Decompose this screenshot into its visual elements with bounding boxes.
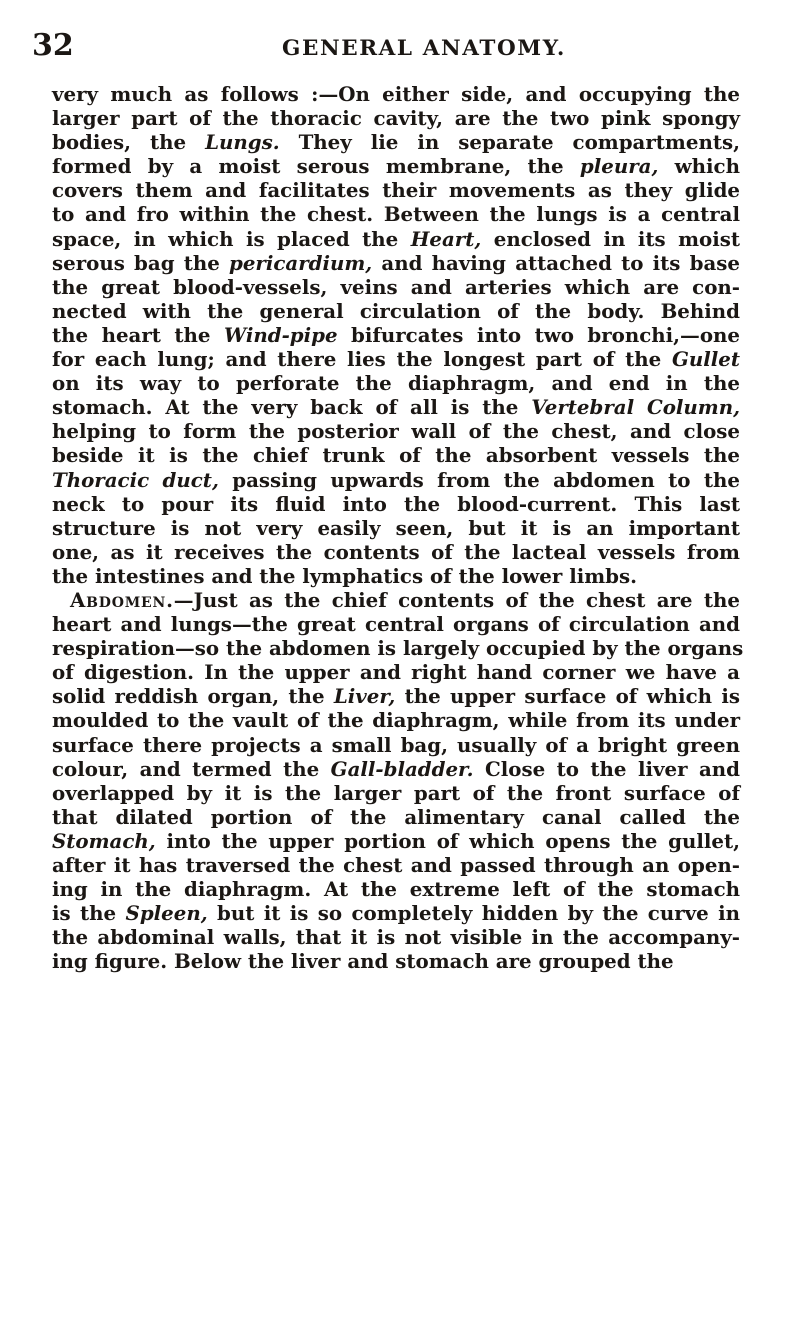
text-line xyxy=(52,829,740,853)
text-segment: moulded to the vault of the diaphragm, while from its under xyxy=(52,708,740,733)
text-line xyxy=(52,660,740,684)
section-heading: Abdomen. xyxy=(70,587,174,612)
text-line xyxy=(52,612,740,636)
text-segment: into the upper portion of which opens the gullet, xyxy=(155,828,740,853)
page-header xyxy=(30,26,740,70)
text-segment: the intestines and the lymphatics of the lower limbs. xyxy=(52,563,638,588)
text-segment: space, in which is placed the xyxy=(52,226,411,251)
text-line xyxy=(52,757,740,781)
text-line xyxy=(52,636,744,661)
text-line xyxy=(52,251,740,275)
text-segment: very much as follows :—On either side, and occupying the xyxy=(52,82,740,106)
text-line xyxy=(52,154,740,178)
italic-term: pericardium, xyxy=(229,250,373,275)
text-line xyxy=(52,323,740,347)
italic-term: Gullet xyxy=(671,347,740,372)
text-segment: for each lung; and there lies the longest part of the xyxy=(52,347,672,372)
text-segment: larger part of the thoracic cavity, are the two pink spongy xyxy=(52,106,740,131)
text-line xyxy=(52,443,740,467)
italic-term: Liver, xyxy=(333,684,396,709)
text-segment: helping to form the posterior wall of the chest, and close xyxy=(52,419,740,444)
text-line xyxy=(52,130,740,154)
italic-term: Spleen, xyxy=(125,901,208,926)
text-segment: heart and lungs—the great central organs of circulation and xyxy=(52,612,740,637)
text-line xyxy=(52,419,740,443)
text-line xyxy=(52,949,740,973)
text-segment: to and fro within the chest. Between the lungs is a central xyxy=(52,202,740,227)
text-segment: ing figure. Below the liver and stomach are grouped the xyxy=(52,949,674,974)
text-segment: stomach. At the very back of all is the xyxy=(52,395,532,420)
text-line xyxy=(52,564,740,588)
text-segment: Close to the liver and xyxy=(473,756,741,781)
italic-term: Gall-bladder. xyxy=(330,756,474,781)
text-line xyxy=(52,371,740,395)
text-line xyxy=(52,106,740,130)
text-segment: formed by a moist serous membrane, the xyxy=(52,154,580,179)
page-number: 32 xyxy=(32,28,74,63)
text-line xyxy=(52,347,740,371)
text-line xyxy=(52,684,740,708)
text-line xyxy=(52,468,740,492)
text-segment: serous bag the xyxy=(52,250,229,275)
text-segment: one, as it receives the contents of the lacteal vessels from xyxy=(52,539,740,564)
text-segment: of digestion. In the upper and right hand corner we have a xyxy=(52,660,740,685)
text-segment: ing in the diaphragm. At the extreme left of the stomach xyxy=(52,877,740,902)
text-segment: enclosed in its moist xyxy=(481,226,740,251)
running-title: GENERAL ANATOMY. xyxy=(282,36,566,61)
text-segment: nected with the general circulation of the body. Behind xyxy=(52,298,740,323)
text-segment: but it is so completely hidden by the curve in xyxy=(207,901,741,926)
italic-term: Thoracic duct, xyxy=(52,467,219,492)
italic-term: Stomach, xyxy=(52,828,156,853)
text-segment: on its way to perforate the diaphragm, and end in the xyxy=(52,371,740,396)
text-line xyxy=(52,781,740,805)
text-segment: the upper surface of which is xyxy=(395,684,740,709)
text-line xyxy=(52,299,740,323)
text-segment: They lie in separate compartments, xyxy=(279,130,740,155)
text-segment: surface there projects a small bag, usually of a bright green xyxy=(52,732,740,757)
text-segment: the great blood-vessels, veins and arteries which are con- xyxy=(52,274,740,299)
text-segment: solid reddish organ, the xyxy=(52,684,334,709)
italic-term: Lungs. xyxy=(205,130,280,155)
text-segment: overlapped by it is the larger part of the front surface of xyxy=(52,780,740,805)
text-line xyxy=(52,877,740,901)
text-line xyxy=(52,853,740,877)
italic-term: Vertebral Column, xyxy=(531,395,740,420)
text-line xyxy=(52,516,740,540)
text-line xyxy=(52,901,740,925)
text-line xyxy=(52,925,740,949)
text-line xyxy=(52,492,740,516)
text-segment: beside it is the chief trunk of the absorbent vessels the xyxy=(52,443,740,468)
text-line xyxy=(52,227,740,251)
text-line xyxy=(52,82,740,106)
text-segment: the heart the xyxy=(52,322,224,347)
text-segment: and having attached to its base xyxy=(372,250,740,275)
italic-term: Wind-pipe xyxy=(223,322,338,347)
text-segment: the abdominal walls, that it is not visible in the accompany- xyxy=(52,925,740,950)
text-segment: colour, and termed the xyxy=(52,756,331,781)
text-segment: after it has traversed the chest and passed through an open- xyxy=(52,853,740,877)
body-text xyxy=(52,82,744,974)
text-line xyxy=(52,540,740,564)
text-line xyxy=(52,708,740,732)
text-segment: bodies, the xyxy=(52,130,206,155)
text-line xyxy=(52,202,740,226)
italic-term: pleura, xyxy=(579,154,659,179)
text-line xyxy=(52,395,740,419)
text-segment: structure is not very easily seen, but it is an important xyxy=(52,515,740,540)
text-line xyxy=(52,588,740,612)
text-segment: neck to pour its fluid into the blood-current. This last xyxy=(52,491,740,516)
text-line xyxy=(52,805,740,829)
text-line xyxy=(52,275,740,299)
text-segment: that dilated portion of the alimentary canal called the xyxy=(52,804,740,829)
text-segment: passing upwards from the abdomen to the xyxy=(218,467,740,492)
italic-term: Heart, xyxy=(410,226,482,251)
text-segment: —Just as the chief contents of the chest are the xyxy=(173,587,740,612)
text-segment: bifurcates into two bronchi,—one xyxy=(337,322,740,347)
text-line xyxy=(52,733,740,757)
text-segment: is the xyxy=(52,901,126,926)
text-segment: covers them and facilitates their movements as they glide xyxy=(52,178,740,203)
text-segment: respiration—so the abdomen is largely occupied by the organs xyxy=(52,636,744,661)
text-line xyxy=(52,178,740,202)
text-segment: which xyxy=(658,154,740,179)
